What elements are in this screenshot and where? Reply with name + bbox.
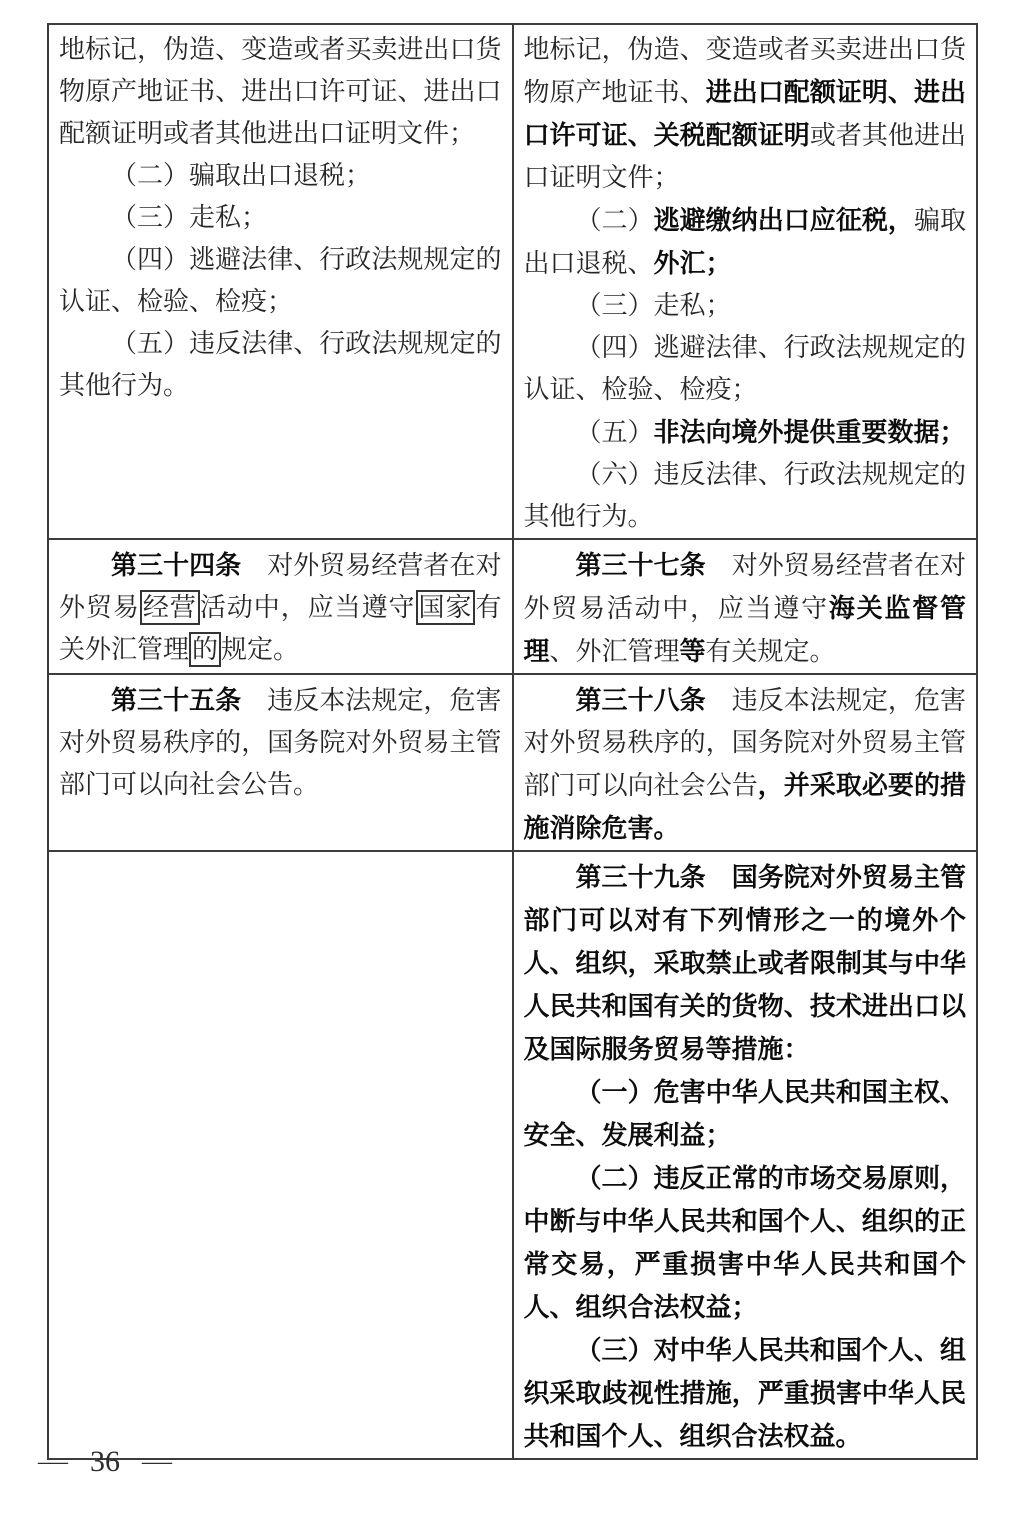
- added-bold-text: （三）对中华人民共和国个人、组织采取歧视性措施，严重损害中华人民共和国个人、组织合法权益。: [523, 1335, 966, 1451]
- old-law-cell: [48, 851, 513, 1459]
- body-text: 违反本法规定，危害对外贸易秩序的，国务院对外贸易主管部门可以向社会公告: [523, 686, 966, 800]
- body-text: （四）逃避法律、行政法规规定的认证、检验、检疫；: [523, 333, 966, 404]
- old-law-cell: [48, 539, 513, 674]
- body-text: （二）: [575, 206, 654, 235]
- paragraph: [524, 679, 967, 850]
- added-bold-text: （二）违反正常的市场交易原则，中断与中华人民共和国个人、组织的正常交易，严重损害中华人民共和国个人、组织合法权益；: [523, 1163, 966, 1322]
- body-text: 、外汇管理: [549, 637, 680, 666]
- body-text: 规定。: [221, 635, 300, 664]
- body-text: （五）: [575, 418, 654, 447]
- revised-law-cell: [513, 24, 978, 539]
- body-text: 或者其他进出口证明文件；: [523, 121, 966, 192]
- body-text: 对外贸易经营者在对外贸易: [59, 551, 502, 622]
- paragraph: [59, 544, 502, 671]
- page-number: 36: [90, 1445, 120, 1478]
- body-text: （四）逃避法律、行政法规规定的认证、检验、检疫；: [59, 245, 502, 316]
- body-text: 对外贸易经营者在对外贸易活动中，应当遵守: [523, 551, 966, 623]
- old-law-cell: [48, 24, 513, 539]
- paragraph: [524, 411, 967, 454]
- added-bold-text: 非法向境外提供重要数据；: [653, 417, 966, 447]
- deleted-boxed-text: 的: [189, 632, 221, 667]
- added-bold-text: 第三十八条: [575, 685, 706, 715]
- added-bold-text: 逃避缴纳出口应征税，: [653, 205, 914, 235]
- table-row: [48, 539, 977, 674]
- paragraph: [524, 285, 967, 327]
- paragraph: [524, 454, 967, 538]
- body-text: （三）走私；: [575, 291, 732, 320]
- body-text: （二）骗取出口退税；: [111, 161, 372, 190]
- body-text: 有关外汇管理: [59, 593, 502, 664]
- page-footer: [38, 1445, 172, 1479]
- body-text: （三）走私；: [111, 203, 268, 232]
- deleted-boxed-text: 经营: [140, 590, 200, 625]
- body-text: （六）违反法律、行政法规规定的其他行为。: [523, 460, 966, 531]
- law-comparison-table: [47, 23, 978, 1460]
- paragraph: [524, 1329, 967, 1458]
- added-bold-text: 第三十九条 国务院对外贸易主管部门可以对有下列情形之一的境外个人、组织，采取禁止或者限制其与中华人民共和国有关的货物、技术进出口以及国际服务贸易等措施：: [523, 862, 966, 1064]
- added-bold-text: 进出口配额证明、进出口许可证、关税配额证明: [523, 77, 966, 150]
- paragraph: [59, 29, 502, 155]
- footer-dash-left: —: [38, 1448, 68, 1475]
- body-text: 违反本法规定，危害对外贸易秩序的，国务院对外贸易主管部门可以向社会公告。: [59, 686, 502, 799]
- added-bold-text: ，并采取必要的措施消除危害。: [523, 770, 966, 843]
- body-text: 地标记，伪造、变造或者买卖进出口货物原产地证书、: [523, 35, 966, 107]
- added-bold-text: 海关监督管理: [523, 593, 966, 666]
- table-row: [48, 24, 977, 539]
- paragraph: [59, 155, 502, 197]
- added-bold-text: 等: [679, 636, 706, 666]
- body-text: 活动中，应当遵守: [199, 593, 416, 622]
- paragraph: [524, 327, 967, 411]
- paragraph: [59, 679, 502, 806]
- paragraph: [524, 1157, 967, 1329]
- footer-dash-right: —: [142, 1448, 172, 1475]
- body-text: 地标记，伪造、变造或者买卖进出口货物原产地证书、进出口许可证、进出口配额证明或者其他进出口证明文件；: [59, 35, 502, 148]
- table-row: [48, 851, 977, 1459]
- body-text: （五）违反法律、行政法规规定的其他行为。: [59, 329, 502, 400]
- revised-law-cell: [513, 539, 978, 674]
- paragraph: [524, 29, 967, 199]
- law-comparison-table-body: [48, 24, 977, 1459]
- added-bold-text: （一）危害中华人民共和国主权、安全、发展利益；: [523, 1077, 966, 1150]
- old-law-cell: [48, 674, 513, 851]
- paragraph: [524, 1071, 967, 1157]
- revised-law-cell: [513, 851, 978, 1459]
- paragraph: [524, 544, 967, 673]
- added-bold-text: 第三十四条: [111, 550, 242, 580]
- body-text: 骗取出口退税、: [523, 206, 966, 278]
- table-row: [48, 674, 977, 851]
- paragraph: [524, 856, 967, 1071]
- added-bold-text: 第三十七条: [575, 550, 706, 580]
- paragraph: [59, 197, 502, 239]
- revised-law-cell: [513, 674, 978, 851]
- paragraph: [524, 199, 967, 285]
- paragraph: [59, 239, 502, 323]
- paragraph: [59, 323, 502, 407]
- body-text: 有关规定。: [705, 637, 836, 666]
- added-bold-text: 第三十五条: [111, 685, 242, 715]
- deleted-boxed-text: 国家: [416, 590, 476, 625]
- added-bold-text: 外汇；: [653, 248, 732, 278]
